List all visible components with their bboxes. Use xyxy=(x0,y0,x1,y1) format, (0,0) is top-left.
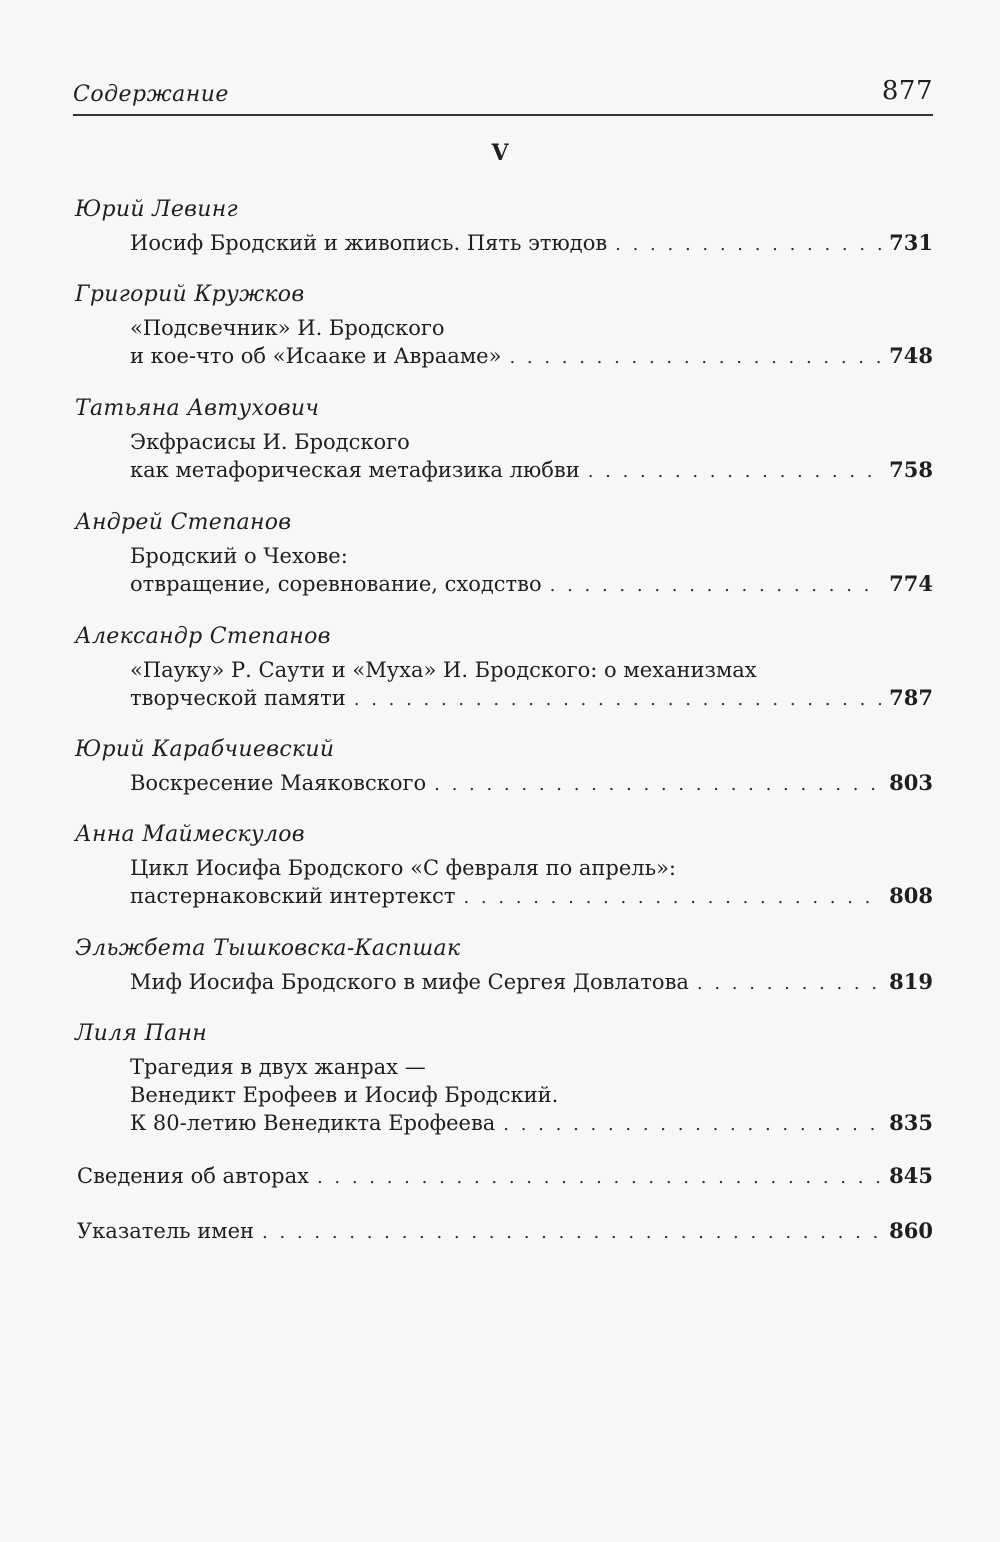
dot-leader xyxy=(588,458,881,486)
toc-last-line xyxy=(130,684,933,712)
toc-page-number: 845 xyxy=(889,1163,933,1188)
toc-author: Татьяна Автухович xyxy=(75,396,320,421)
toc-last-line xyxy=(130,968,933,996)
toc-page-number: 808 xyxy=(889,883,933,908)
toc-entry xyxy=(75,735,933,797)
toc-work xyxy=(75,428,933,484)
dot-leader xyxy=(503,1111,881,1139)
running-header-title: Содержание xyxy=(73,82,229,107)
toc-entry xyxy=(75,394,933,484)
toc-entry xyxy=(75,622,933,712)
toc-author: Андрей Степанов xyxy=(75,510,292,535)
toc-work xyxy=(75,968,933,996)
toc-author: Юрий Карабчиевский xyxy=(75,737,335,762)
toc-title-line: Бродский о Чехове: xyxy=(130,544,348,568)
toc-title-line: отвращение, соревнование, сходство xyxy=(130,572,542,596)
toc-page-number: 748 xyxy=(889,343,933,368)
toc-title-line: Воскресение Маяковского xyxy=(130,771,427,795)
toc-entry xyxy=(75,1019,933,1137)
toc-last-line xyxy=(130,456,933,484)
toc-title-line: Венедикт Ерофеев и Иосиф Бродский. xyxy=(130,1083,559,1107)
toc-title-line: Иосиф Бродский и живопись. Пять этюдов xyxy=(130,231,608,255)
toc-title-line: и кое-что об «Исааке и Аврааме» xyxy=(130,344,502,368)
toc-work xyxy=(75,314,933,370)
toc-author: Александр Степанов xyxy=(75,624,331,649)
toc-entry xyxy=(75,820,933,910)
toc-page-number: 758 xyxy=(889,457,933,482)
dot-leader xyxy=(509,344,881,372)
toc-title-line: пастернаковский интертекст xyxy=(130,884,456,908)
toc-title-line: «Подсвечник» И. Бродского xyxy=(130,316,445,340)
page-number: 877 xyxy=(881,76,933,106)
toc-last-line xyxy=(77,1217,933,1245)
toc-last-line xyxy=(130,1109,933,1137)
toc-title-line: Указатель имен xyxy=(77,1219,255,1243)
toc-title-line: Трагедия в двух жанрах — xyxy=(130,1055,426,1079)
dot-leader xyxy=(317,1164,881,1192)
toc-page-number: 819 xyxy=(889,969,933,994)
dot-leader xyxy=(434,771,881,799)
toc-page-number: 774 xyxy=(889,571,933,596)
dot-leader xyxy=(550,572,882,600)
toc-author: Юрий Левинг xyxy=(75,197,238,222)
toc-title-line: К 80-летию Венедикта Ерофеева xyxy=(130,1111,496,1135)
toc-last-line xyxy=(130,570,933,598)
dot-leader xyxy=(697,970,881,998)
toc-work xyxy=(75,854,933,910)
toc-author: Григорий Кружков xyxy=(75,282,305,307)
toc-title-line: «Пауку» Р. Саути и «Муха» И. Бродского: о механизмах xyxy=(130,658,757,682)
toc-last-line xyxy=(77,1162,933,1190)
toc-work xyxy=(75,542,933,598)
toc-author: Лиля Панн xyxy=(75,1021,208,1046)
dot-leader xyxy=(463,884,881,912)
toc-entry xyxy=(75,195,933,257)
toc-last-line xyxy=(130,882,933,910)
toc-work xyxy=(75,769,933,797)
dot-leader xyxy=(615,231,881,259)
toc-appendix-item xyxy=(77,1217,933,1245)
toc-page-number: 803 xyxy=(889,770,933,795)
toc-appendix-item xyxy=(77,1162,933,1190)
toc-entry xyxy=(75,280,933,370)
toc-work xyxy=(75,1053,933,1137)
toc-work xyxy=(75,656,933,712)
toc-title-line: Миф Иосифа Бродского в мифе Сергея Довлатова xyxy=(130,970,689,994)
section-mark: V xyxy=(491,140,509,166)
toc-title-line: Экфрасисы И. Бродского xyxy=(130,430,410,454)
toc-page-number: 860 xyxy=(889,1218,933,1243)
toc-entry xyxy=(75,934,933,996)
toc-title-line: как метафорическая метафизика любви xyxy=(130,458,580,482)
toc-title-line: Цикл Иосифа Бродского «С февраля по апрель»: xyxy=(130,856,676,880)
toc-title-line: Сведения об авторах xyxy=(77,1164,309,1188)
running-header xyxy=(73,70,933,116)
toc-last-line xyxy=(130,342,933,370)
toc-title-line: творческой памяти xyxy=(130,686,346,710)
toc-author: Анна Маймескулов xyxy=(75,822,305,847)
dot-leader xyxy=(354,686,881,714)
toc-work xyxy=(75,229,933,257)
toc-entry xyxy=(75,508,933,598)
toc-last-line xyxy=(130,769,933,797)
toc-author: Эльжбета Тышковска-Каспшак xyxy=(75,936,461,961)
toc-last-line xyxy=(130,229,933,257)
toc-page-number: 787 xyxy=(889,685,933,710)
toc-page-number: 731 xyxy=(889,230,933,255)
toc-page-number: 835 xyxy=(889,1110,933,1135)
dot-leader xyxy=(262,1219,881,1247)
